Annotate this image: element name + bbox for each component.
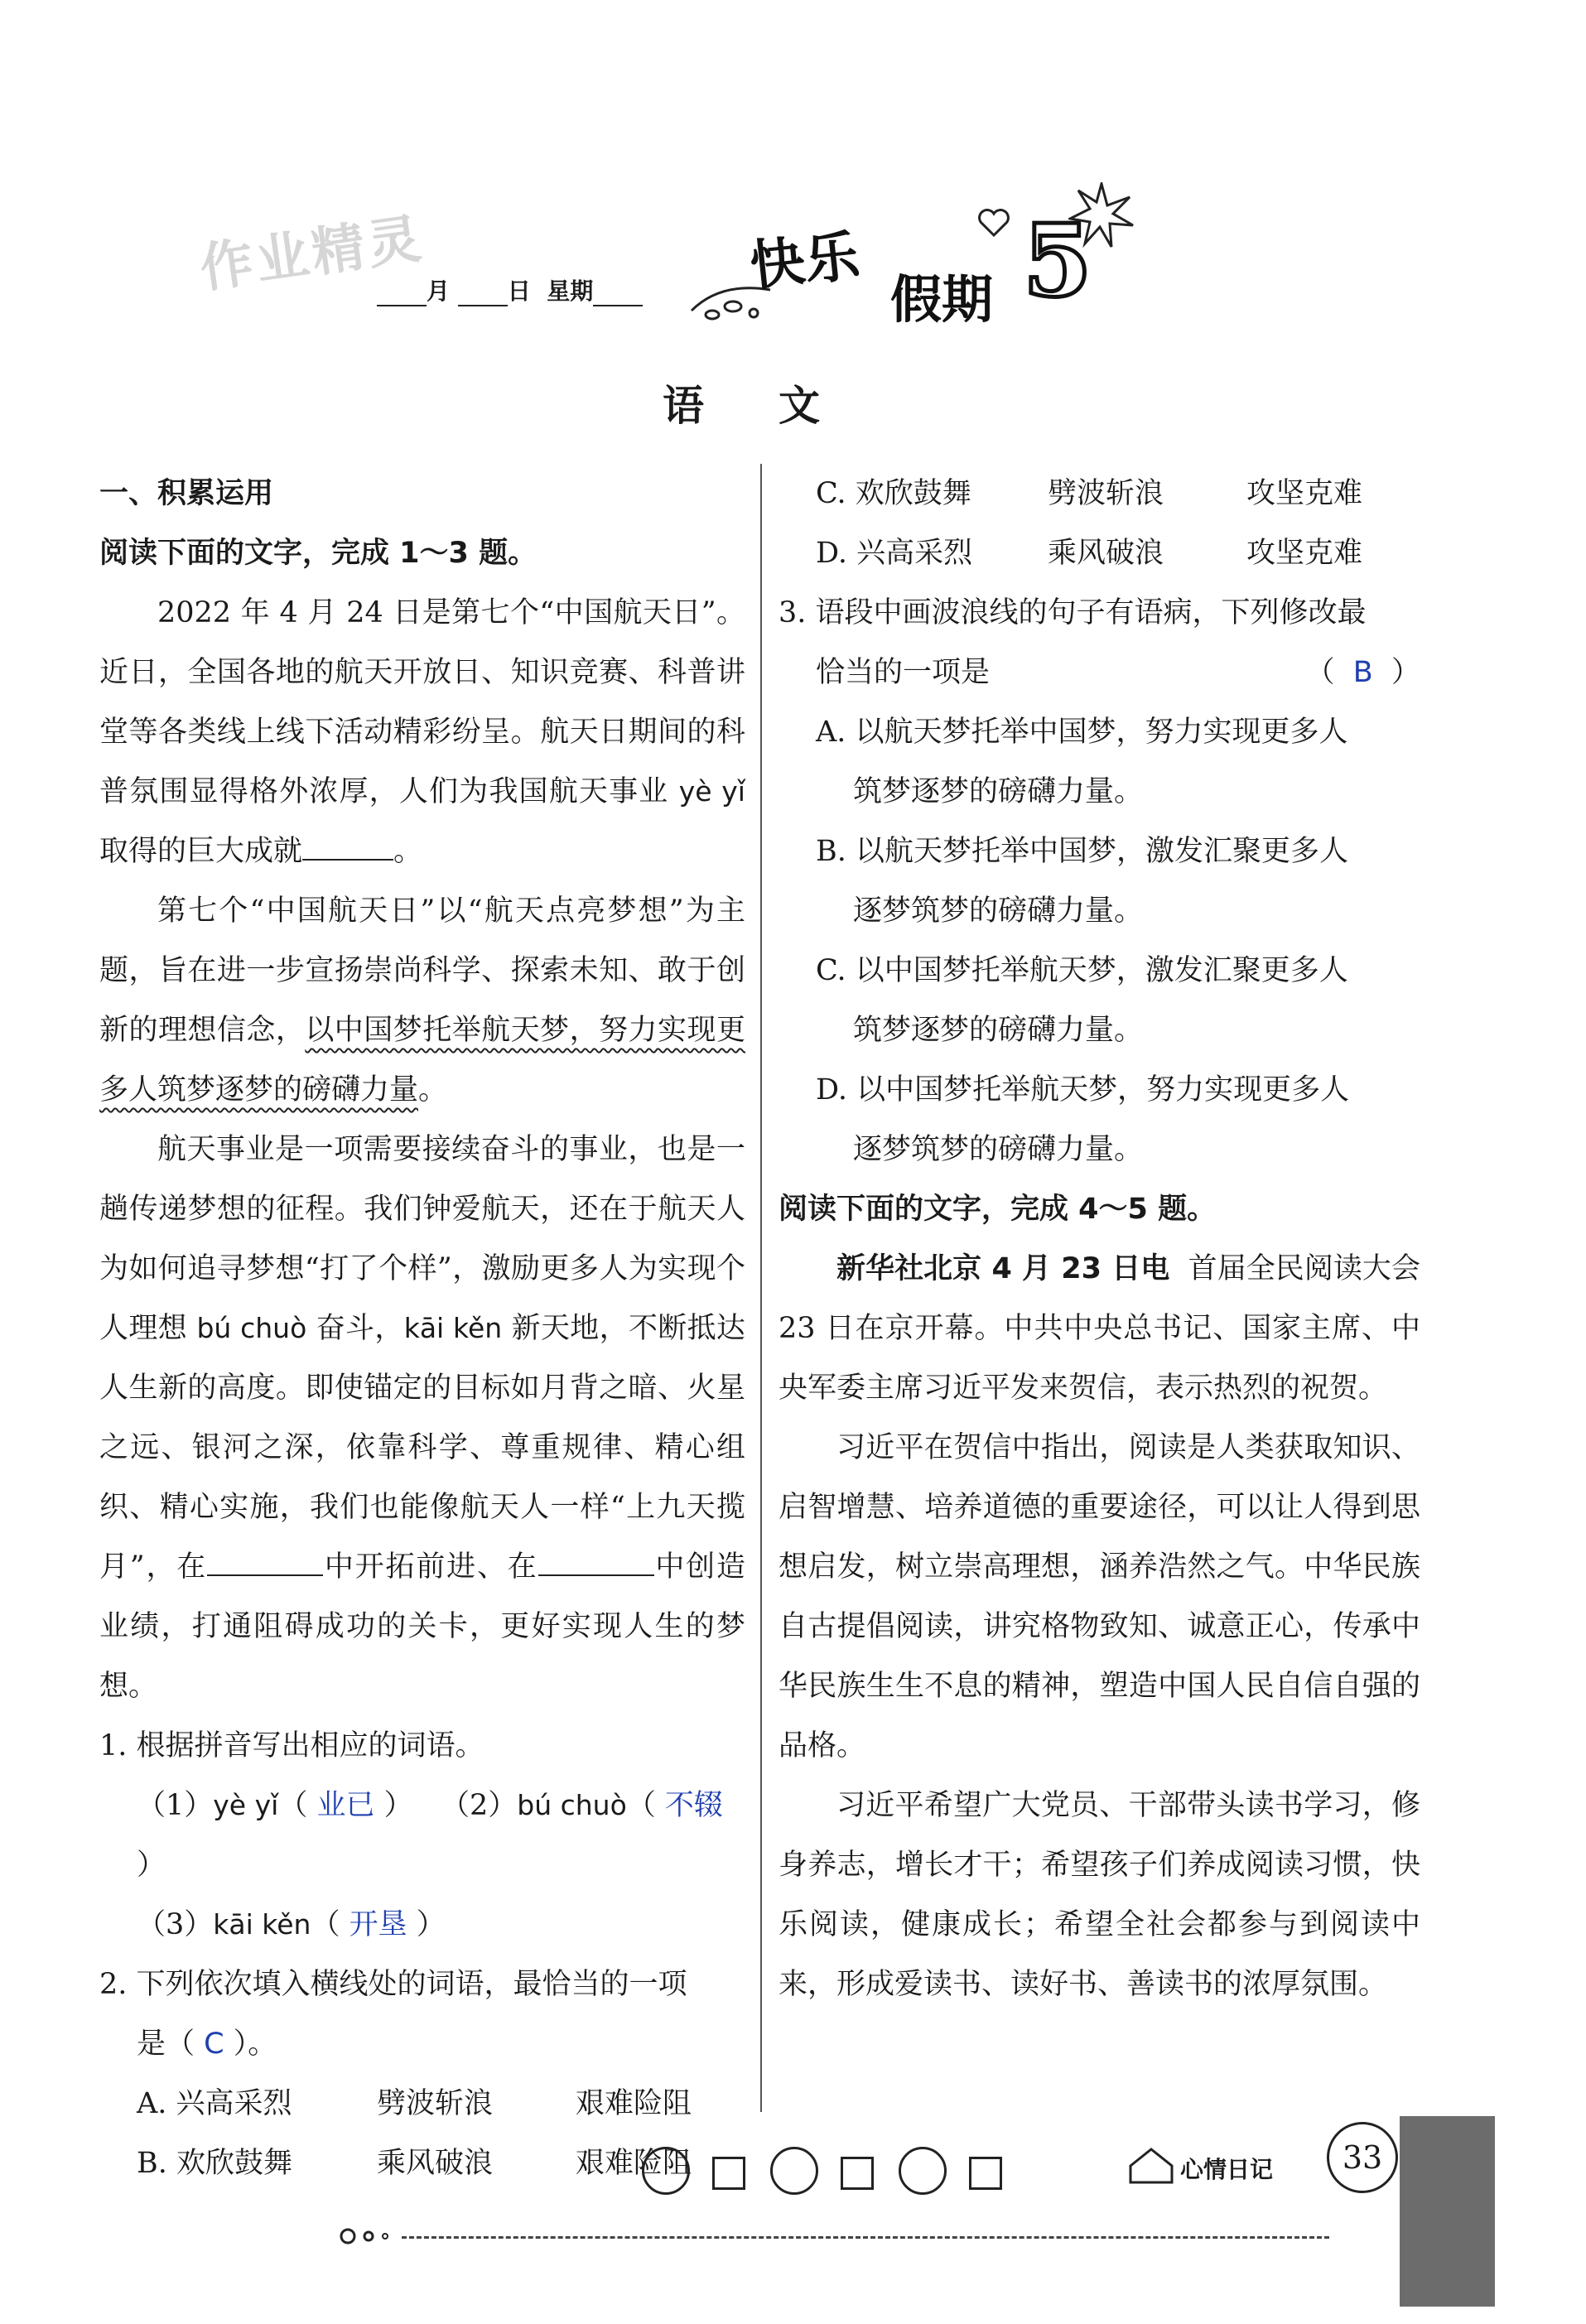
q2-option-a bbox=[99, 2074, 745, 2134]
q3-choice-d-cont: 逐梦筑梦的磅礴力量。 bbox=[853, 1133, 1144, 1166]
question-1-answers-row-2: （3）kāi kěn（ 开垦 ） bbox=[137, 1908, 446, 1941]
q3-choice-c-cont: 筑梦逐梦的磅礴力量。 bbox=[853, 1014, 1144, 1047]
question-1: 1. 根据拼音写出相应的词语。 bbox=[99, 1729, 484, 1762]
left-column bbox=[99, 464, 745, 2193]
q1-c-label: （3） bbox=[137, 1908, 214, 1941]
date-line bbox=[377, 273, 643, 306]
q3-choice-b: B. 以航天梦托举中国梦，激发汇聚更多人 bbox=[816, 835, 1348, 868]
wavy-underlined-sentence: 以中国梦托举航天梦，努力实现更多人筑梦逐梦的磅礴力量 bbox=[99, 1014, 745, 1107]
option-word-2: 劈波斩浪 bbox=[377, 2087, 494, 2120]
q3-choice-c: C. 以中国梦托举航天梦，激发汇聚更多人 bbox=[816, 954, 1348, 987]
blank-line-2 bbox=[207, 1550, 323, 1576]
q3-answer-bracket: （ B ） bbox=[1305, 656, 1420, 689]
q3-choice-b-cont: 逐梦筑梦的磅礴力量。 bbox=[853, 894, 1144, 928]
q2-option-d bbox=[779, 523, 1420, 583]
q3-choice-d: D. 以中国梦托举航天梦，努力实现更多人 bbox=[816, 1073, 1350, 1107]
passage-paragraph-2: 第七个“中国航天日”以“航天点亮梦想”为主题，旨在进一步宣扬崇尚科学、探索未知、敢于创新的理想信念，以中国梦托举航天梦，努力实现更多人筑梦逐梦的磅礴力量。 bbox=[99, 894, 745, 1107]
heart-icon bbox=[977, 207, 1010, 237]
option-word-3: 艰难险阻 bbox=[576, 2147, 692, 2180]
question-2: 2. 下列依次填入横线处的词语，最恰当的一项 bbox=[99, 1968, 687, 2001]
p1-pinyin: yè yǐ bbox=[678, 775, 745, 808]
news-paragraph-2: 习近平在贺信中指出，阅读是人类获取知识、启智增慧、培养道德的重要途径，可以让人得到思想启发，树立崇高理想，涵养浩然之气。中华民族自古提倡阅读，讲究格物致知、诚意正心，传承中华民族生生不息的精神，塑造中国人民自信自强的品格。 bbox=[779, 1431, 1420, 1762]
option-word-3: 艰难险阻 bbox=[576, 2087, 692, 2120]
reading-intro-2: 阅读下面的文字，完成 4～5 题。 bbox=[779, 1193, 1217, 1226]
p1-text: 2022 年 4 月 24 日是第七个“中国航天日”。近日，全国各地的航天开放日、知识竞赛、科普讲堂等各类线上线下活动精彩纷呈。航天日期间的科普氛围显得格外浓厚，人们为我国航天事业 bbox=[99, 596, 745, 808]
logo-number: 5 bbox=[1023, 203, 1092, 320]
q3-answer: B bbox=[1352, 656, 1373, 689]
option-label: C. 欢欣鼓舞 bbox=[816, 477, 971, 510]
day-blank bbox=[458, 283, 508, 306]
option-word-2: 劈波斩浪 bbox=[1048, 477, 1164, 510]
mood-checkbox-sad[interactable] bbox=[969, 2157, 1002, 2190]
q2-option-c bbox=[779, 464, 1420, 523]
subject-title: 语文 bbox=[663, 382, 894, 430]
q2-prefix: 是（ bbox=[137, 2027, 195, 2061]
blank-line-1 bbox=[302, 834, 393, 861]
sad-face-icon bbox=[899, 2147, 947, 2195]
corner-decoration bbox=[1400, 2116, 1495, 2307]
p3-pinyin-2: kāi kěn bbox=[403, 1312, 503, 1344]
mood-checkbox-happy[interactable] bbox=[712, 2157, 745, 2190]
month-blank bbox=[377, 283, 427, 306]
passage-paragraph-3 bbox=[99, 1120, 745, 1716]
logo-holiday: 假期 bbox=[890, 269, 994, 330]
q1-a-label: （1） bbox=[137, 1789, 214, 1822]
weekday-blank bbox=[593, 283, 643, 306]
news-paragraph-1 bbox=[779, 1239, 1420, 1418]
column-divider bbox=[760, 464, 762, 2112]
footer-sparkle-icon bbox=[335, 2220, 402, 2253]
question-1-answers-row: （1）yè yǐ（ 业已 ） （2）bú chuò（ 不辍 ） bbox=[137, 1789, 723, 1882]
q1-a-pinyin: yè yǐ bbox=[213, 1789, 279, 1821]
p3-text-c: 新天地，不断抵达人生新的高度。即使锚定的目标如月背之暗、火星之远、银河之深，依靠科学、尊重规律、精心组织、精心实施，我们也能像航天人一样“上九天揽月”，在 bbox=[99, 1312, 745, 1584]
p3-text-a: 航天事业是一项需要接续奋斗的事业，也是一趟传递梦想的征程。我们钟爱航天，还在于航天人为如何追寻梦想“打了个样”，激励更多人为实现个人理想 bbox=[99, 1133, 745, 1345]
option-word-2: 乘风破浪 bbox=[1048, 537, 1164, 570]
q1-b-pinyin: bú chuò bbox=[517, 1789, 627, 1821]
footer-dashed-line bbox=[402, 2236, 1329, 2239]
p2-text: 第七个“中国航天日”以“航天点亮梦想”为主题，旨在进一步宣扬崇尚科学、探索未知、敢于创新的理想信念， bbox=[99, 894, 745, 1047]
p3-text-e: 中创造业绩，打通阻碍成功的关卡，更好实现人生的梦想。 bbox=[99, 1550, 745, 1703]
weekday-label: 星期 bbox=[547, 277, 594, 305]
page-number: 33 bbox=[1327, 2122, 1398, 2193]
logo-happy: 快乐 bbox=[746, 224, 863, 299]
news-lead: 新华社北京 4 月 23 日电 bbox=[836, 1252, 1170, 1285]
q3-choice-a-cont: 筑梦逐梦的磅礴力量。 bbox=[853, 775, 1144, 808]
day-label: 日 bbox=[507, 277, 531, 305]
watermark-logo: 作业精灵 bbox=[196, 208, 428, 301]
q1-a-answer: 业已 bbox=[316, 1789, 375, 1822]
smile-face-icon bbox=[642, 2147, 690, 2195]
mood-diary-label: 心情日记 bbox=[1180, 2156, 1274, 2183]
house-icon bbox=[1126, 2145, 1176, 2187]
q2-suffix: ）。 bbox=[233, 2027, 277, 2061]
question-2-answer-line bbox=[99, 2014, 745, 2074]
p3-text-d: 中开拓前进、在 bbox=[323, 1550, 538, 1584]
section-title: 一、积累运用 bbox=[99, 477, 274, 510]
neutral-face-icon bbox=[770, 2147, 818, 2195]
q3-choice-a: A. 以航天梦托举中国梦，努力实现更多人 bbox=[816, 716, 1348, 749]
q1-b-label: （2） bbox=[440, 1789, 518, 1822]
p3-text-b: 奋斗， bbox=[316, 1312, 404, 1345]
news-paragraph-3: 习近平希望广大党员、干部带头读书学习，修身养志，增长才干；希望孩子们养成阅读习惯，快乐阅读，健康成长；希望全社会都参与到阅读中来，形成爱读书、读好书、善读书的浓厚氛围。 bbox=[779, 1789, 1420, 2001]
blank-line-3 bbox=[538, 1550, 654, 1576]
right-column bbox=[779, 464, 1420, 2014]
star-burst-icon bbox=[1068, 182, 1135, 248]
q3-prompt: 恰当的一项是 bbox=[816, 656, 991, 689]
mood-checkbox-neutral[interactable] bbox=[841, 2157, 874, 2190]
p1-end: 取得的巨大成就 bbox=[99, 835, 303, 868]
p3-pinyin-1: bú chuò bbox=[196, 1312, 307, 1344]
question-3: 3. 语段中画波浪线的句子有语病，下列修改最 bbox=[779, 596, 1367, 629]
q1-c-answer: 开垦 bbox=[349, 1908, 407, 1941]
option-word-3: 攻坚克难 bbox=[1246, 537, 1363, 570]
month-label: 月 bbox=[427, 277, 451, 305]
option-word-3: 攻坚克难 bbox=[1246, 477, 1363, 510]
reading-intro: 阅读下面的文字，完成 1～3 题。 bbox=[99, 537, 538, 570]
q1-c-pinyin: kāi kěn bbox=[213, 1908, 311, 1941]
option-label: D. 兴高采烈 bbox=[816, 537, 973, 570]
option-label: B. 欢欣鼓舞 bbox=[137, 2147, 292, 2180]
q1-b-answer: 不辍 bbox=[664, 1789, 723, 1822]
passage-paragraph-1: 2022 年 4 月 24 日是第七个“中国航天日”。近日，全国各地的航天开放日、知识竞赛、科普讲堂等各类线上线下活动精彩纷呈。航天日期间的科普氛围显得格外浓厚，人们为我国航天事业 yè yǐ 取得的巨大成就 。 bbox=[99, 596, 745, 868]
option-label: A. 兴高采烈 bbox=[137, 2087, 292, 2120]
q2-answer: C bbox=[204, 2027, 224, 2061]
option-word-2: 乘风破浪 bbox=[377, 2147, 494, 2180]
news-p1-text: 首届全民阅读大会 23 日在京开幕。中共中央总书记、国家主席、中央军委主席习近平发来贺信，表示热烈的祝贺。 bbox=[779, 1252, 1420, 1405]
question-3-line-2 bbox=[779, 643, 1420, 702]
